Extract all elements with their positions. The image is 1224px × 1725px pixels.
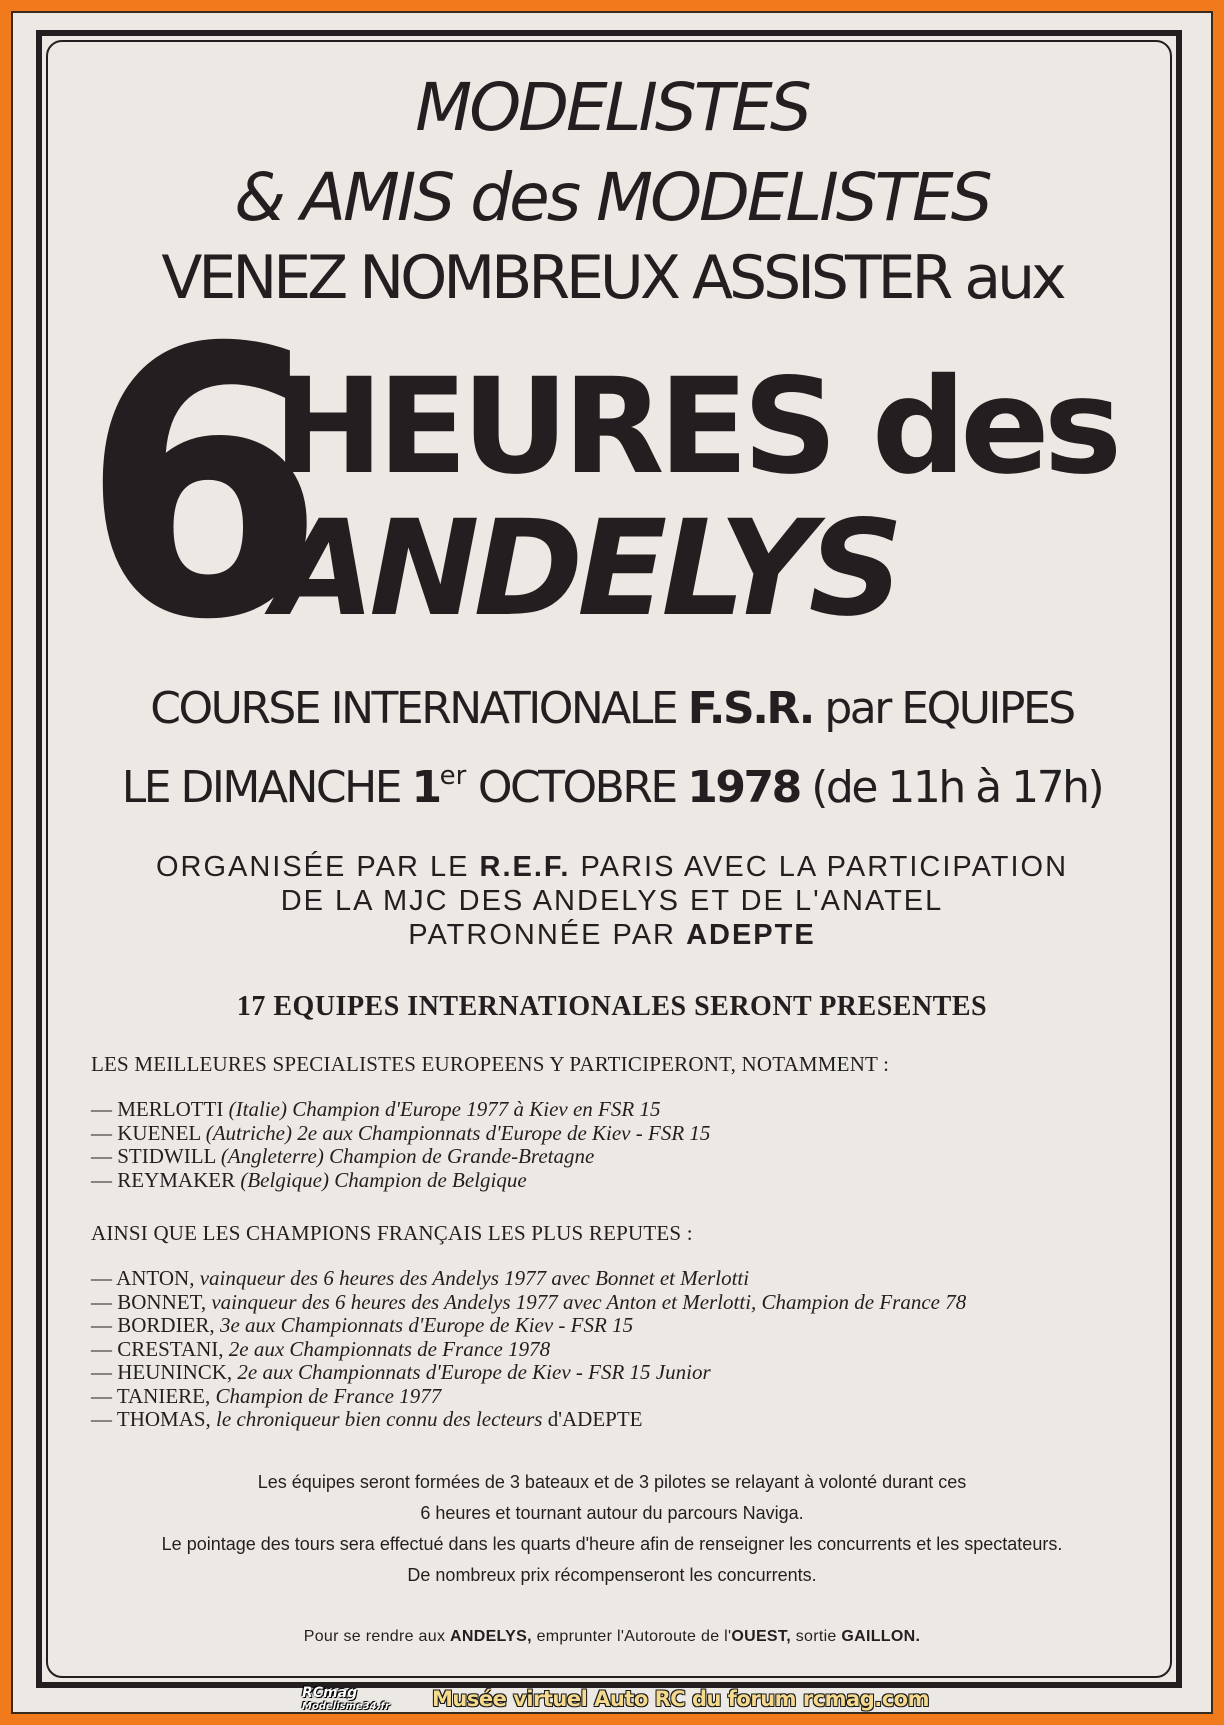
list-item [91,1408,966,1432]
champion-name: — CRESTANI, [91,1336,224,1361]
specialist-detail: (Angleterre) Champion de Grande-Bretagne [220,1144,595,1168]
champion-name: — BONNET, [91,1289,207,1314]
list-item [91,1314,966,1338]
info-line-4: De nombreux prix récompenseront les concurrents. [407,1565,817,1585]
org-text-2: PARIS AVEC LA PARTICIPATION [580,851,1069,883]
specialist-detail: (Autriche) 2e aux Championnats d'Europe de Kiev - FSR 15 [205,1120,711,1145]
champion-name: — ANTON, [91,1266,195,1290]
course-line [11,683,1213,734]
champion-name: — TANIERE, [91,1383,211,1408]
watermark-footer [0,1684,1224,1720]
european-intro: LES MEILLEURES SPECIALISTES EUROPEENS Y PARTICIPERONT, NOTAMMENT : [91,1052,890,1076]
champion-detail: Champion de France 1977 [215,1383,442,1408]
champion-name: — HEUNINCK, [91,1360,233,1384]
route-directions [11,1621,1213,1652]
logo-line-2: Modelisme34.fr [302,1701,390,1712]
course-fsr: F.S.R. [687,683,813,734]
date-day-sup: er [439,761,467,791]
champion-detail: 2e aux Championnats d'Europe de Kiev - FSR 15 Junior [237,1360,711,1384]
title-number: 6 [81,271,317,701]
route-ouest: OUEST, [731,1628,791,1645]
title-andelys: ANDELYS [273,492,898,646]
organisation-line-1 [11,851,1213,884]
course-suffix: par EQUIPES [824,683,1074,734]
header-line-3: VENEZ NOMBREUX ASSISTER aux [161,243,1063,313]
champion-detail: le chroniqueur bien connu des lecteurs [216,1407,543,1431]
list-item [91,1122,710,1146]
champion-tail: d'ADEPTE [547,1407,643,1431]
route-text-c: emprunter l'Autoroute de l' [536,1628,732,1645]
specialist-detail: (Italie) Champion d'Europe 1977 à Kiev en FSR 15 [228,1097,661,1121]
specialist-name: — REYMAKER [91,1167,236,1192]
title-heures: HEURES des [273,350,1117,504]
route-gaillon: GAILLON. [841,1628,921,1645]
info-line-3: Le pointage des tours sera effectué dans les quarts d'heure afin de renseigner les concurrents et les spectateurs. [161,1534,1063,1554]
organisation-line-3 [11,919,1213,952]
org-text-1: ORGANISÉE PAR LE [155,851,470,883]
watermark-caption[interactable]: Musée virtuel Auto RC du forum rcmag.com [432,1687,929,1711]
header-line-2: & AMIS des MODELISTES [234,159,990,236]
date-day: 1 [411,762,440,813]
route-text-a: Pour se rendre aux [303,1628,446,1645]
org-patron-text: PATRONNÉE PAR [408,919,676,951]
champion-name: — BORDIER, [91,1313,215,1337]
list-item [91,1385,966,1409]
list-item [91,1169,710,1193]
org-ref: R.E.F. [479,851,571,883]
list-item [91,1098,710,1122]
specialist-name: — MERLOTTI [91,1097,224,1121]
specialist-name: — STIDWILL [91,1144,216,1168]
teams-headline: 17 EQUIPES INTERNATIONALES SERONT PRESENTES [236,991,988,1022]
european-specialists-list [91,1098,710,1192]
champion-detail: 3e aux Championnats d'Europe de Kiev - FSR 15 [219,1313,634,1337]
organisation-line-2: DE LA MJC DES ANDELYS ET DE L'ANATEL [280,885,944,917]
champion-name: — THOMAS, [91,1407,211,1431]
list-item [91,1267,966,1291]
info-line-1: Les équipes seront formées de 3 bateaux et de 3 pilotes se relayant à volonté durant ces [257,1472,967,1492]
date-year: 1978 [687,762,800,813]
specialist-name: — KUENEL [91,1120,201,1145]
poster-content [11,11,1213,1714]
list-item [91,1338,966,1362]
logo-line-1: RCmag [302,1685,358,1701]
route-andelys: ANDELYS, [450,1628,532,1645]
list-item [91,1291,966,1315]
list-item [91,1145,710,1169]
header-line-1: MODELISTES [415,69,809,146]
champion-detail: 2e aux Championnats de France 1978 [228,1336,551,1361]
champion-detail: vainqueur des 6 heures des Andelys 1977 avec Anton et Merlotti, Champion de France 78 [211,1289,967,1314]
date-line [11,761,1213,813]
rcmag-logo[interactable] [302,1686,420,1716]
date-prefix: LE DIMANCHE [121,762,400,813]
course-prefix: COURSE INTERNATIONALE [150,683,677,734]
specialist-detail: (Belgique) Champion de Belgique [240,1167,527,1192]
route-text-e: sortie [795,1628,837,1645]
french-champions-list [91,1267,966,1432]
info-line-2: 6 heures et tournant autour du parcours Naviga. [420,1503,804,1523]
list-item [91,1361,966,1385]
french-intro: AINSI QUE LES CHAMPIONS FRANÇAIS LES PLUS REPUTES : [91,1221,693,1245]
date-hours: (de 11h à 17h) [811,762,1103,813]
date-month: OCTOBRE [477,762,676,813]
champion-detail: vainqueur des 6 heures des Andelys 1977 avec Bonnet et Merlotti [199,1266,750,1290]
org-patron: ADEPTE [686,919,816,951]
